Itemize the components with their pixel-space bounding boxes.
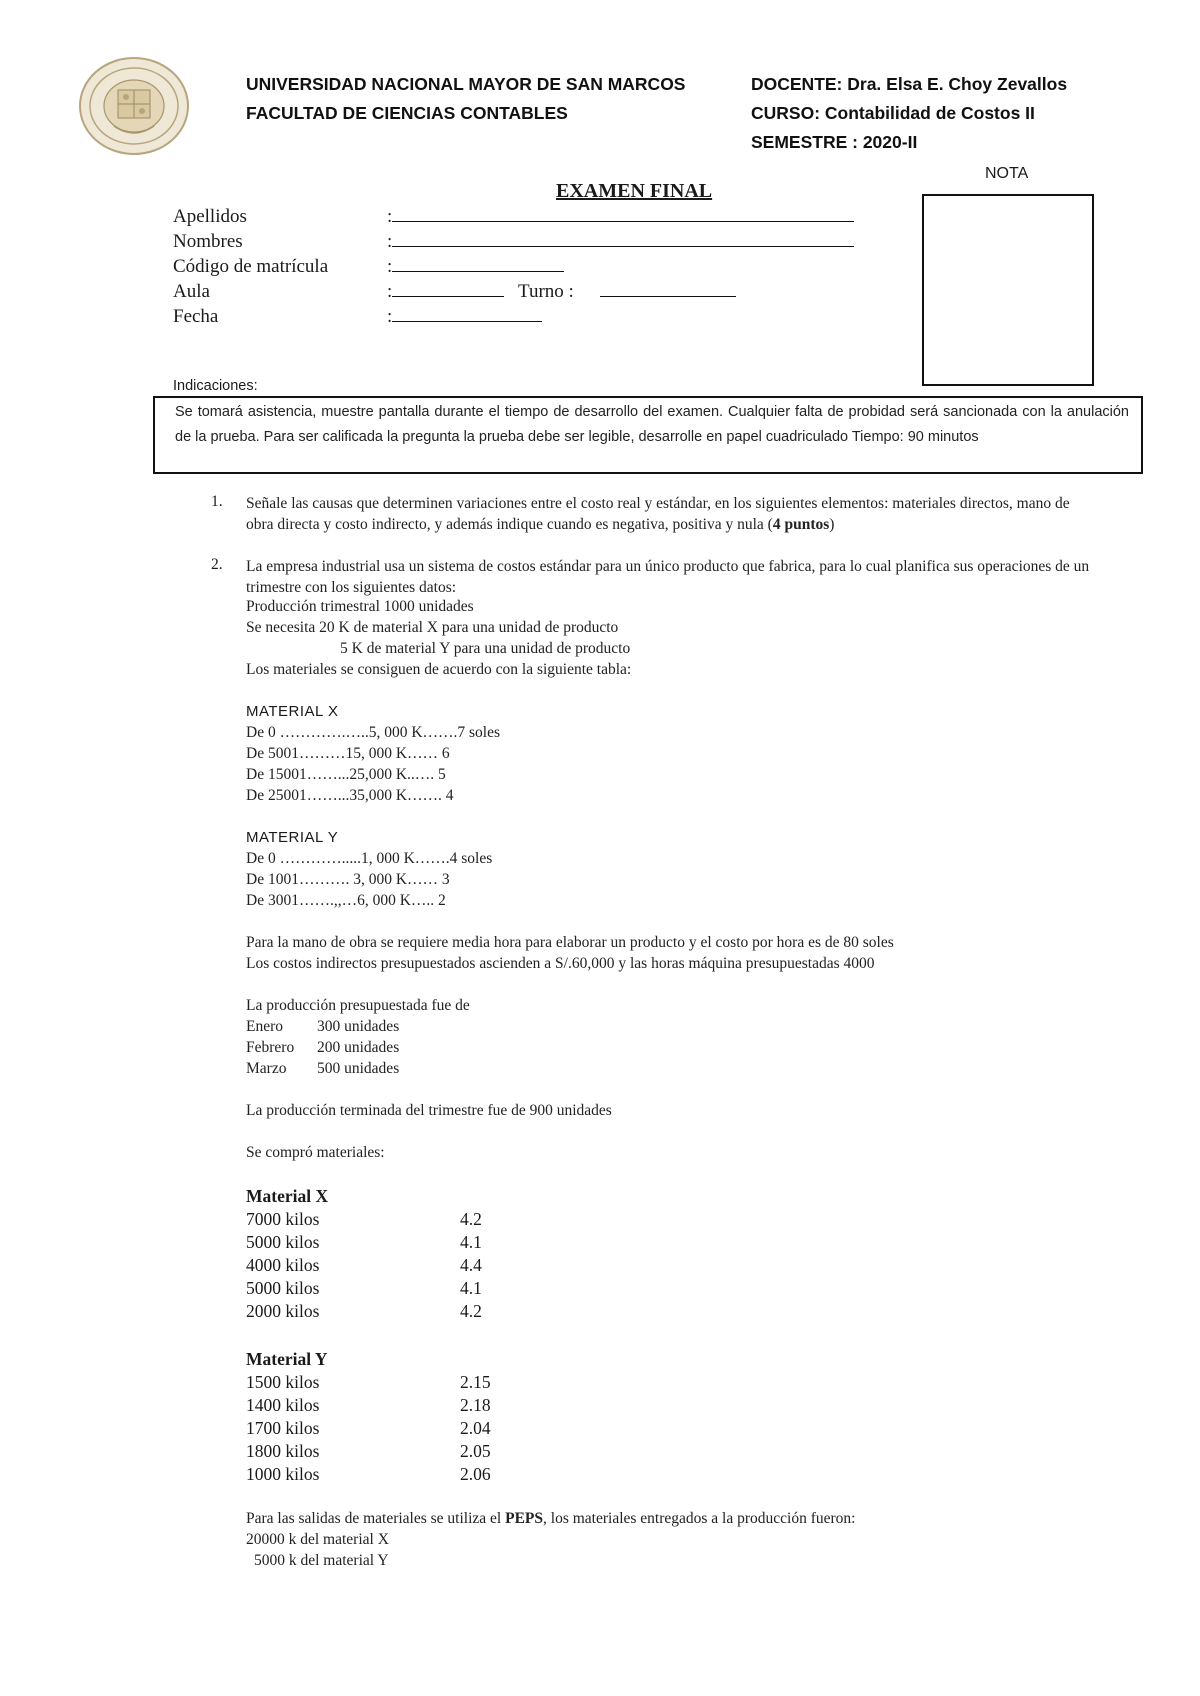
budget-month: Febrero bbox=[246, 1039, 295, 1056]
budget-units: 300 unidades bbox=[317, 1018, 400, 1035]
exam-title: EXAMEN FINAL bbox=[556, 180, 713, 202]
purchase-x-price: 4.2 bbox=[460, 1301, 482, 1321]
q1-text bbox=[246, 493, 1096, 535]
purchase-x-heading: Material X bbox=[246, 1186, 329, 1206]
budget-month: Marzo bbox=[246, 1060, 287, 1077]
university-name: UNIVERSIDAD NACIONAL MAYOR DE SAN MARCOS bbox=[246, 74, 686, 94]
purchase-x-qty: 4000 kilos bbox=[246, 1255, 320, 1275]
colon: : bbox=[387, 256, 393, 277]
purchase-x-qty: 7000 kilos bbox=[246, 1209, 320, 1229]
exits-post: , los materiales entregados a la producción fueron: bbox=[543, 1510, 856, 1527]
purchase-y-price: 2.06 bbox=[460, 1464, 491, 1484]
finished-production: La producción terminada del trimestre fue de 900 unidades bbox=[246, 1102, 612, 1119]
material-x-row: De 15001……...25,000 K..…. 5 bbox=[246, 766, 446, 783]
purchase-y-price: 2.18 bbox=[460, 1395, 491, 1415]
material-y-heading: MATERIAL Y bbox=[246, 829, 339, 846]
grade-box[interactable] bbox=[922, 194, 1094, 386]
q2-intro: La empresa industrial usa un sistema de costos estándar para un único producto que fabrica, para lo cual planifica sus operaciones de un trimestre con los siguientes datos: bbox=[246, 558, 1090, 596]
purchase-y-heading: Material Y bbox=[246, 1349, 328, 1369]
aula-label: Aula bbox=[173, 281, 210, 302]
grade-label: NOTA bbox=[985, 165, 1029, 182]
university-seal-logo bbox=[78, 56, 190, 156]
q2-line: Producción trimestral 1000 unidades bbox=[246, 598, 474, 615]
purchase-y-price: 2.05 bbox=[460, 1441, 491, 1461]
course-name: CURSO: Contabilidad de Costos II bbox=[751, 103, 1035, 123]
budget-units: 500 unidades bbox=[317, 1060, 400, 1077]
purchase-x-qty: 2000 kilos bbox=[246, 1301, 320, 1321]
purchase-y-price: 2.15 bbox=[460, 1372, 491, 1392]
apellidos-field[interactable] bbox=[387, 206, 854, 228]
aula-field[interactable] bbox=[387, 281, 504, 303]
q2-line: 5 K de material Y para una unidad de producto bbox=[340, 640, 631, 657]
purchase-y-qty: 1000 kilos bbox=[246, 1464, 320, 1484]
budget-month: Enero bbox=[246, 1018, 284, 1035]
colon: : bbox=[387, 231, 393, 252]
purchase-y-qty: 1400 kilos bbox=[246, 1395, 320, 1415]
exits-pre: Para las salidas de materiales se utiliza el bbox=[246, 1510, 506, 1527]
purchase-x-price: 4.1 bbox=[460, 1278, 482, 1298]
indications-label: Indicaciones: bbox=[173, 378, 258, 394]
semester: SEMESTRE : 2020-II bbox=[751, 132, 918, 152]
fecha-field[interactable] bbox=[387, 306, 542, 328]
material-y-row: De 0 ………….....1, 000 K…….4 soles bbox=[246, 850, 493, 867]
indications-box: Se tomará asistencia, muestre pantalla durante el tiempo de desarrollo del examen. Cualquier falta de probidad será sancionada con la anulación de la prueba. Para ser calificada la pregunta la prueba debe ser legible, desarrolle en papel cuadriculado Tiempo: 90 minutos bbox=[153, 396, 1143, 474]
overhead-line: Los costos indirectos presupuestados ascienden a S/.60,000 y las horas máquina presupuestadas 4000 bbox=[246, 955, 875, 972]
labor-line: Para la mano de obra se requiere media hora para elaborar un producto y el costo por hora es de 80 soles bbox=[246, 934, 894, 951]
exits-method: PEPS bbox=[505, 1510, 544, 1527]
material-y-row: De 1001………. 3, 000 K…… 3 bbox=[246, 871, 450, 888]
purchase-y-qty: 1500 kilos bbox=[246, 1372, 320, 1392]
apellidos-label: Apellidos bbox=[173, 206, 247, 227]
budget-units: 200 unidades bbox=[317, 1039, 400, 1056]
purchase-x-price: 4.4 bbox=[460, 1255, 482, 1275]
purchase-x-qty: 5000 kilos bbox=[246, 1232, 320, 1252]
q2-line: Los materiales se consiguen de acuerdo con la siguiente tabla: bbox=[246, 661, 632, 678]
q2-number: 2. bbox=[211, 556, 223, 573]
budget-title: La producción presupuestada fue de bbox=[246, 997, 470, 1014]
material-x-heading: MATERIAL X bbox=[246, 703, 339, 720]
purchase-y-qty: 1800 kilos bbox=[246, 1441, 320, 1461]
q1-close: ) bbox=[829, 516, 835, 533]
purchase-y-price: 2.04 bbox=[460, 1418, 491, 1438]
nombres-label: Nombres bbox=[173, 231, 243, 252]
purchase-y-qty: 1700 kilos bbox=[246, 1418, 320, 1438]
q1-body: Señale las causas que determinen variaciones entre el costo real y estándar, en los siguientes elementos: materiales directos, mano de obra directa y costo indirecto, y además indique cuando es negativa, positiva y nula ( bbox=[246, 495, 1070, 533]
faculty-name: FACULTAD DE CIENCIAS CONTABLES bbox=[246, 103, 568, 123]
purchase-x-qty: 5000 kilos bbox=[246, 1278, 320, 1298]
fecha-label: Fecha bbox=[173, 306, 219, 327]
material-x-row: De 5001………15, 000 K…… 6 bbox=[246, 745, 450, 762]
material-x-row: De 0 ………….…..5, 000 K…….7 soles bbox=[246, 724, 501, 741]
material-y-row: De 3001…….,,…6, 000 K….. 2 bbox=[246, 892, 446, 909]
turno-field[interactable] bbox=[600, 281, 736, 303]
purchased-title: Se compró materiales: bbox=[246, 1144, 385, 1161]
q2-line: Se necesita 20 K de material X para una unidad de producto bbox=[246, 619, 619, 636]
codigo-field[interactable] bbox=[387, 256, 564, 278]
purchase-x-price: 4.1 bbox=[460, 1232, 482, 1252]
q1-number: 1. bbox=[211, 493, 223, 510]
exit-material-y: 5000 k del material Y bbox=[254, 1552, 389, 1569]
purchase-x-price: 4.2 bbox=[460, 1209, 482, 1229]
exit-material-x: 20000 k del material X bbox=[246, 1531, 389, 1548]
codigo-label: Código de matrícula bbox=[173, 256, 329, 277]
exits-line bbox=[246, 1510, 855, 1528]
q1-points: 4 puntos bbox=[772, 516, 830, 533]
colon: : bbox=[387, 306, 393, 327]
turno-label: Turno : bbox=[518, 281, 574, 302]
teacher-name: DOCENTE: Dra. Elsa E. Choy Zevallos bbox=[751, 74, 1068, 94]
nombres-field[interactable] bbox=[387, 231, 854, 253]
colon: : bbox=[387, 206, 393, 227]
colon: : bbox=[387, 281, 393, 302]
material-x-row: De 25001……...35,000 K……. 4 bbox=[246, 787, 454, 804]
